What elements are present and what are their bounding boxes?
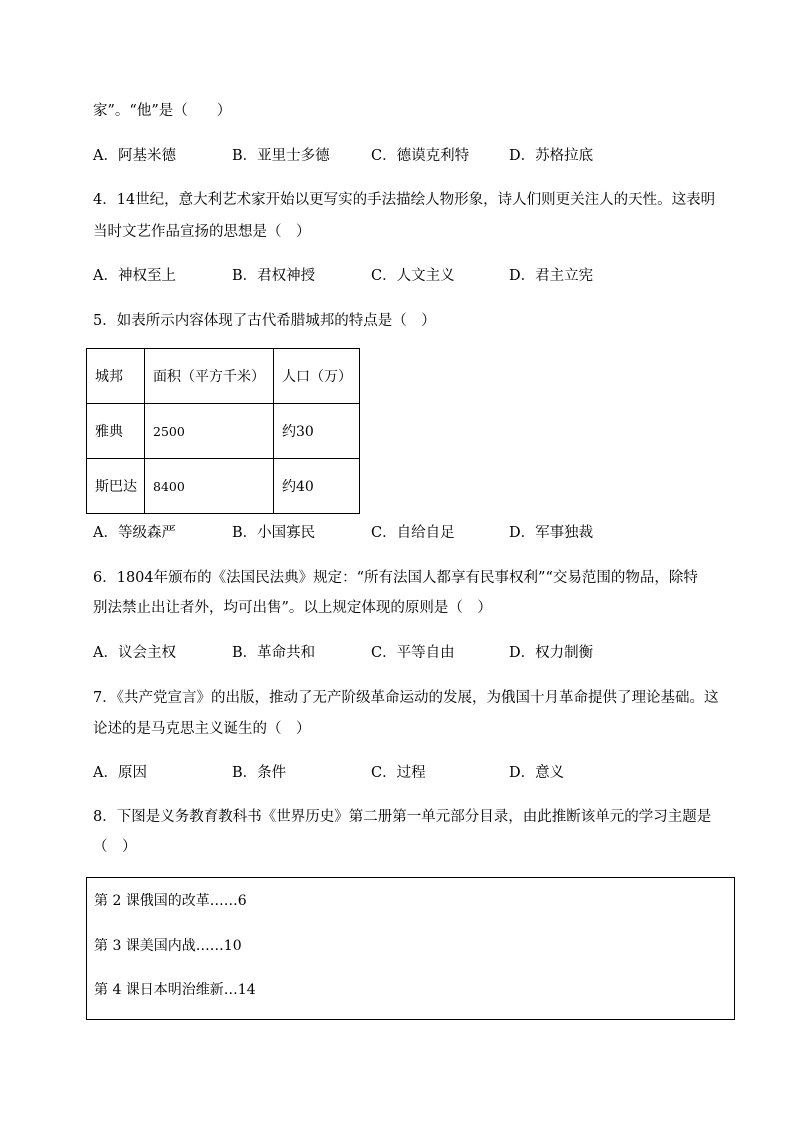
toc-entry-lesson-3: 第 3 课美国内战……10 bbox=[94, 938, 242, 954]
q6-stem-line1: 6．1804年颁布的《法国民法典》规定：“所有法国人都享有民事权利”“交易范围的物品，除特 bbox=[93, 570, 698, 586]
table-cell: 8400 bbox=[145, 459, 274, 514]
q6-stem-line2: 别法禁止出让者外，均可出售”。以上规定体现的原则是（ ） bbox=[93, 600, 492, 616]
q6-option-b[interactable]: B．革命共和 bbox=[232, 645, 316, 661]
q8-stem-line1: 8．下图是义务教育教科书《世界历史》第二册第一单元部分目录，由此推断该单元的学习主题是 bbox=[93, 809, 712, 825]
table-cell: 雅典 bbox=[87, 404, 145, 459]
table-of-contents-box bbox=[86, 877, 735, 1020]
table-cell: 2500 bbox=[145, 404, 274, 459]
table-cell: 斯巴达 bbox=[87, 459, 145, 514]
q7-option-b[interactable]: B．条件 bbox=[232, 765, 287, 781]
table-header-cell: 城邦 bbox=[87, 349, 145, 404]
q4-option-c[interactable]: C．人文主义 bbox=[371, 268, 455, 284]
q8-stem-line2: （ ） bbox=[93, 839, 137, 855]
toc-entry-lesson-4: 第 4 课日本明治维新…14 bbox=[94, 982, 256, 998]
table-header-cell: 人口（万） bbox=[274, 349, 360, 404]
q7-option-a[interactable]: A．原因 bbox=[93, 765, 147, 781]
q3-stem-tail: 家”。“他”是（ ） bbox=[93, 103, 232, 119]
q4-option-b[interactable]: B．君权神授 bbox=[232, 268, 316, 284]
table-header-row bbox=[87, 349, 360, 404]
q5-option-a[interactable]: A．等级森严 bbox=[93, 525, 176, 541]
toc-entry-lesson-2: 第 2 课俄国的改革……6 bbox=[94, 893, 247, 909]
q4-stem-line1: 4．14世纪，意大利艺术家开始以更写实的手法描绘人物形象，诗人们则更关注人的天性。这表明 bbox=[93, 192, 716, 208]
table-row bbox=[87, 404, 360, 459]
q4-option-d[interactable]: D．君主立宪 bbox=[509, 268, 594, 284]
table-cell: 约30 bbox=[274, 404, 360, 459]
q6-option-c[interactable]: C．平等自由 bbox=[371, 645, 455, 661]
table-row bbox=[87, 459, 360, 514]
q4-stem-line2: 当时文艺作品宣扬的思想是（ ） bbox=[93, 224, 311, 240]
table-header-cell: 面积（平方千米） bbox=[145, 349, 274, 404]
city-state-table bbox=[86, 348, 360, 514]
q3-option-c[interactable]: C．德谟克利特 bbox=[371, 148, 470, 164]
q7-stem-line1: 7．《共产党宣言》的出版，推动了无产阶级革命运动的发展，为俄国十月革命提供了理论基础。这 bbox=[93, 690, 719, 706]
q3-option-b[interactable]: B．亚里士多德 bbox=[232, 148, 330, 164]
q6-option-d[interactable]: D．权力制衡 bbox=[509, 645, 594, 661]
q5-option-d[interactable]: D．军事独裁 bbox=[509, 525, 594, 541]
q3-option-a[interactable]: A．阿基米德 bbox=[93, 148, 176, 164]
q6-option-a[interactable]: A．议会主权 bbox=[93, 645, 176, 661]
q5-stem: 5．如表所示内容体现了古代希腊城邦的特点是（ ） bbox=[93, 313, 436, 329]
q7-option-d[interactable]: D．意义 bbox=[509, 765, 565, 781]
q4-option-a[interactable]: A．神权至上 bbox=[93, 268, 176, 284]
q5-option-b[interactable]: B．小国寡民 bbox=[232, 525, 316, 541]
q7-stem-line2: 论述的是马克思主义诞生的（ ） bbox=[93, 721, 311, 737]
q5-option-c[interactable]: C．自给自足 bbox=[371, 525, 455, 541]
q7-option-c[interactable]: C．过程 bbox=[371, 765, 426, 781]
table-cell: 约40 bbox=[274, 459, 360, 514]
q3-option-d[interactable]: D．苏格拉底 bbox=[509, 148, 594, 164]
